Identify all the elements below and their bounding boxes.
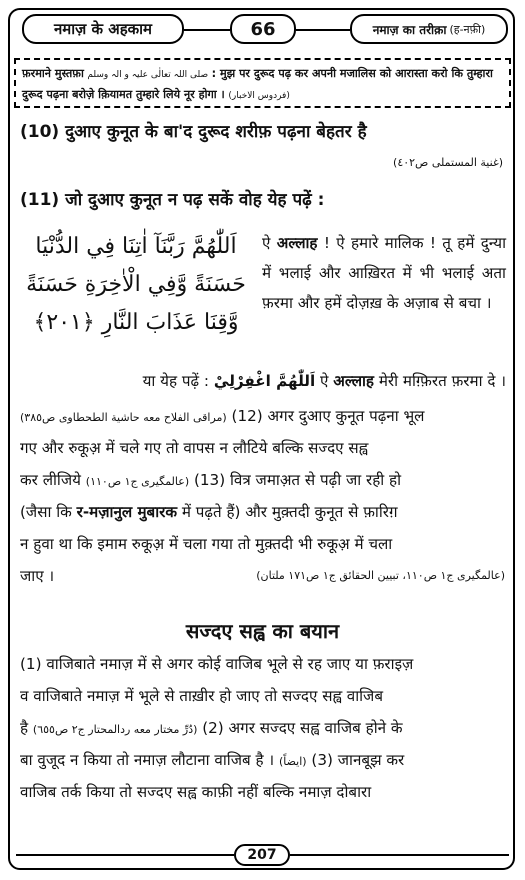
ruling-12-source: (مراقی الفلاح معه حاشية الطحطاوى ص٣٨٥) — [20, 411, 227, 424]
ruling-12-end: कर लीजिये — [20, 471, 81, 489]
ruling-line — [20, 712, 505, 744]
ruling-2-end: बा वुजूद न किया तो नमाज़ लौटाना वाजिब है । — [20, 751, 275, 769]
section-10 — [20, 116, 505, 148]
footer-rule-right — [290, 854, 509, 856]
hadith-box — [14, 58, 511, 108]
alternate-dua-prefix: या येह पढ़ें : — [142, 372, 209, 390]
hadith-source: (فردوس الاخبار) — [228, 91, 290, 101]
ruling-13-ramadan: र-मज़ानुल मुबारक — [76, 503, 178, 521]
ruling-1-end: है — [20, 719, 29, 737]
ruling-13-source: (عالمگیری ج١ ص١١٠، تبيين الحقائق ج١ ص١٧١ ملتان) — [256, 569, 505, 582]
ruling-line: न हुवा था कि इमाम रुकूअ़ में चला गया तो मुक़्तदी भी रुकूअ़ में चला — [20, 535, 393, 553]
section-10-source: (غنية المستملى ص٤٠٢) — [393, 156, 503, 169]
ruling-12-end-source: (عالمگیری ج١ ص١١٠) — [85, 475, 190, 488]
alternate-dua-allah: अल्लाह — [333, 372, 374, 390]
ruling-line — [20, 744, 505, 776]
hadith-honorific: صلی اللہ تعالٰی علیہ و الہ وسلم — [87, 70, 209, 80]
dua-arabic-line-1: اَللّٰهُمَّ رَبَّنَآ اٰتِنَا فِي الدُّنْيَا — [35, 234, 237, 259]
header-rule-right — [296, 29, 350, 31]
header-rule-left — [184, 29, 230, 31]
section-10-text: (10) दुआए कुनूत के बा'द दुरूद शरीफ़ पढ़ना बेहतर है — [20, 122, 367, 142]
footer-page-number — [234, 844, 290, 866]
ruling-12-text: (12) अगर दुआए कुनूत पढ़ना भूल — [231, 407, 425, 425]
ruling-13-end: जाए । — [20, 567, 55, 585]
ruling-13-pre: (जैसा कि — [20, 503, 72, 521]
dua-translation-post: ! ऐ हमारे मालिक ! तू हमें दुन्या में भलाई और आख़िरत में भी भलाई अता फ़रमा और हमें दोज़ख़ के अज़ाब से बचा । — [262, 234, 507, 312]
sajdah-sahw-rulings — [20, 648, 505, 808]
alternate-dua — [94, 366, 506, 396]
footer-page-number-text: 207 — [247, 847, 277, 863]
rulings-12-13 — [20, 400, 505, 592]
dua-translation-pre: ऐ — [262, 234, 271, 252]
dua-translation-allah: अल्लाह — [276, 234, 318, 252]
section-11 — [20, 184, 505, 216]
ruling-13-text: (13) वित्र जमाअ़त से पढ़ी जा रही हो — [193, 471, 402, 489]
header-book-title-text: नमाज़ के अहकाम — [53, 20, 153, 38]
section-heading: सज्दए सह्व का बयान — [185, 619, 340, 643]
ruling-line: (1) वाजिबाते नमाज़ में से अगर कोई वाजिब भूले से रह जाए या फ़राइज़ — [20, 655, 414, 673]
alternate-dua-mid: ऐ — [320, 372, 329, 390]
ruling-2-source: (ايضاً) — [279, 755, 307, 768]
footer-rule-left — [16, 854, 234, 856]
ruling-3-text: (3) जानबूझ कर — [311, 751, 405, 769]
ruling-2-text: (2) अगर सज्दए सह्व वाजिब होने के — [202, 719, 403, 737]
section-11-text: (11) जो दुआए कुनूत न पढ़ सकें वोह येह पढ़ें : — [20, 190, 325, 210]
header-book-title — [22, 14, 184, 44]
hadith-text-1: : मुझ पर दुरूद पढ़ कर अपनी मजालिस को आरास्ता करो कि तुम्हारा — [211, 67, 493, 80]
header-page-number — [230, 14, 296, 44]
ruling-1-source: (دُرِّ مختار معه ردالمحتار ج٢ ص٦٥٥) — [32, 723, 198, 736]
hadith-text-2: दुरूद पढ़ना बरोज़े क़ियामत तुम्हारे लिये नूर होगा । — [22, 88, 225, 101]
ruling-line: व वाजिबाते नमाज़ में भूले से ताख़ीर हो जाए तो सज्दए सह्व वाजिब — [20, 687, 384, 705]
alternate-dua-arabic: اَللّٰهُمَّ اغْفِرْلِيْ — [213, 372, 316, 390]
dua-arabic-line-2: حَسَنَةً وَّفِي الْاٰخِرَةِ حَسَنَةً — [26, 272, 246, 297]
header-chapter-title — [350, 14, 508, 44]
ruling-line — [20, 560, 505, 592]
dua-arabic-line-3: وَّقِنَا عَذَابَ النَّارِ ﴿٢٠١﴾ — [33, 310, 239, 335]
header-chapter-title-text: नमाज़ का तरीक़ा — [372, 22, 447, 37]
hadith-line-2 — [22, 85, 503, 106]
dua-translation — [262, 228, 506, 318]
header-chapter-subtitle: (ह-नफ़ी) — [449, 22, 486, 36]
ruling-line: गए और रुकूअ़ में चले गए तो वापस न लौटिये बल्कि सज्दए सह्व — [20, 439, 369, 457]
ruling-13-post: में पढ़ते हैं) और मुक़्तदी कुनूत से फ़ारिग़ — [181, 503, 398, 521]
ruling-line — [20, 496, 505, 528]
ruling-line: वाजिब तर्क किया तो सज्दए सह्व काफ़ी नहीं बल्कि नमाज़ दोबारा — [20, 783, 372, 801]
hadith-line-1 — [22, 64, 503, 85]
header-page-number-text: 66 — [250, 18, 276, 40]
dua-arabic — [20, 228, 252, 348]
ruling-line — [20, 464, 505, 496]
ruling-line — [20, 400, 505, 432]
hadith-label: फ़रमाने मुस्तफ़ा — [22, 67, 84, 80]
alternate-dua-suffix: मेरी मग़्फ़िरत फ़रमा दे । — [378, 372, 506, 390]
